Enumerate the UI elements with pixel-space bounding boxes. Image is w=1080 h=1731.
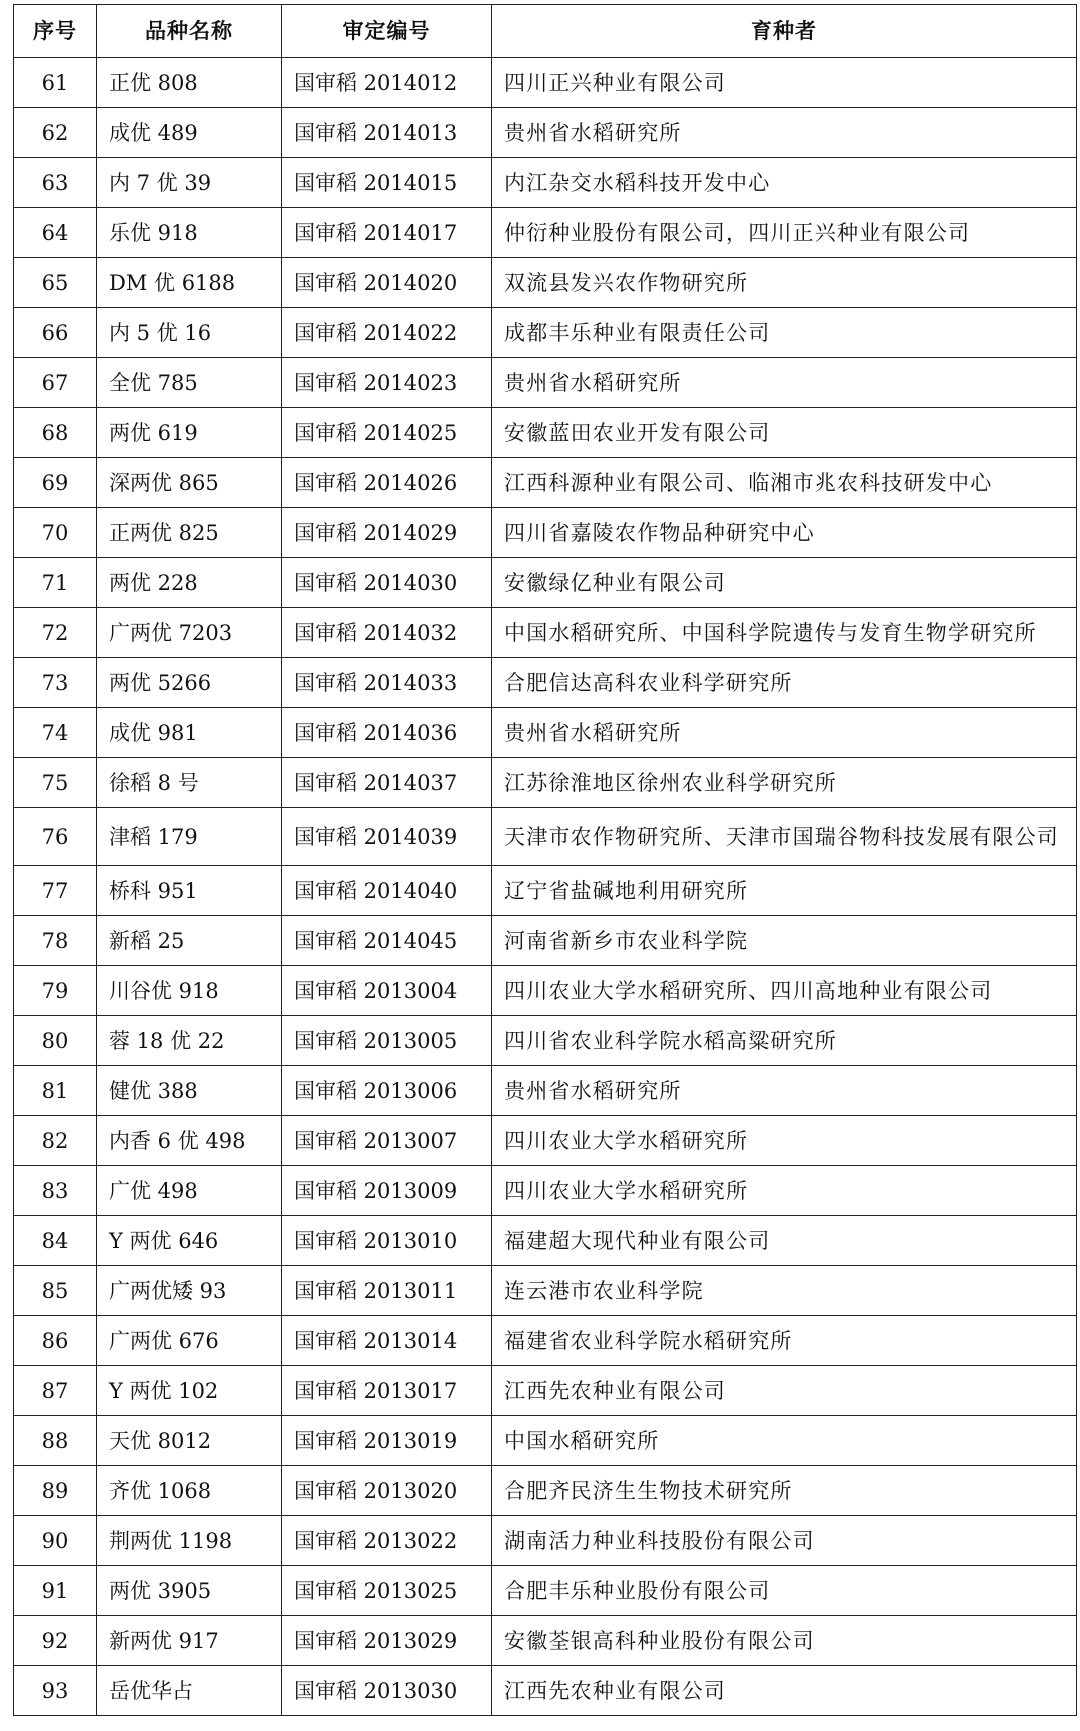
table-row xyxy=(14,208,1077,258)
cell-variety-name: 齐优 1068 xyxy=(97,1466,282,1516)
cell-serial-no: 65 xyxy=(14,258,97,308)
table-header-row xyxy=(14,5,1077,58)
cell-approval-code: 国审稻 2014039 xyxy=(282,808,492,866)
cell-approval-code: 国审稻 2014037 xyxy=(282,758,492,808)
cell-breeder: 四川省农业科学院水稻高粱研究所 xyxy=(492,1016,1077,1066)
cell-approval-code: 国审稻 2013014 xyxy=(282,1316,492,1366)
table-row xyxy=(14,1066,1077,1116)
cell-serial-no: 66 xyxy=(14,308,97,358)
cell-approval-code: 国审稻 2013030 xyxy=(282,1666,492,1716)
cell-variety-name: 两优 619 xyxy=(97,408,282,458)
cell-breeder: 安徽蓝田农业开发有限公司 xyxy=(492,408,1077,458)
cell-serial-no: 75 xyxy=(14,758,97,808)
cell-approval-code: 国审稻 2013017 xyxy=(282,1366,492,1416)
table-row xyxy=(14,1216,1077,1266)
cell-serial-no: 89 xyxy=(14,1466,97,1516)
cell-variety-name: 徐稻 8 号 xyxy=(97,758,282,808)
cell-approval-code: 国审稻 2014033 xyxy=(282,658,492,708)
cell-breeder: 贵州省水稻研究所 xyxy=(492,708,1077,758)
table-row xyxy=(14,658,1077,708)
cell-breeder: 双流县发兴农作物研究所 xyxy=(492,258,1077,308)
cell-approval-code: 国审稻 2014023 xyxy=(282,358,492,408)
cell-serial-no: 70 xyxy=(14,508,97,558)
cell-approval-code: 国审稻 2013022 xyxy=(282,1516,492,1566)
table-row xyxy=(14,1366,1077,1416)
cell-variety-name: 正两优 825 xyxy=(97,508,282,558)
cell-approval-code: 国审稻 2014025 xyxy=(282,408,492,458)
cell-serial-no: 61 xyxy=(14,58,97,108)
cell-approval-code: 国审稻 2014015 xyxy=(282,158,492,208)
cell-serial-no: 77 xyxy=(14,866,97,916)
cell-approval-code: 国审稻 2014045 xyxy=(282,916,492,966)
table-row xyxy=(14,108,1077,158)
table-row xyxy=(14,1666,1077,1716)
cell-serial-no: 84 xyxy=(14,1216,97,1266)
header-approval-code: 审定编号 xyxy=(282,5,492,58)
cell-serial-no: 69 xyxy=(14,458,97,508)
cell-approval-code: 国审稻 2014029 xyxy=(282,508,492,558)
cell-breeder: 仲衍种业股份有限公司，四川正兴种业有限公司 xyxy=(492,208,1077,258)
header-breeder: 育种者 xyxy=(492,5,1077,58)
table-row xyxy=(14,1466,1077,1516)
cell-serial-no: 88 xyxy=(14,1416,97,1466)
cell-variety-name: 广两优 676 xyxy=(97,1316,282,1366)
cell-variety-name: Y 两优 646 xyxy=(97,1216,282,1266)
table-row xyxy=(14,1516,1077,1566)
cell-serial-no: 74 xyxy=(14,708,97,758)
cell-approval-code: 国审稻 2013009 xyxy=(282,1166,492,1216)
cell-breeder: 中国水稻研究所、中国科学院遗传与发育生物学研究所 xyxy=(492,608,1077,658)
cell-variety-name: 广两优矮 93 xyxy=(97,1266,282,1316)
variety-table xyxy=(13,4,1077,1716)
cell-serial-no: 62 xyxy=(14,108,97,158)
cell-approval-code: 国审稻 2014032 xyxy=(282,608,492,658)
cell-breeder: 成都丰乐种业有限责任公司 xyxy=(492,308,1077,358)
cell-serial-no: 72 xyxy=(14,608,97,658)
cell-variety-name: 两优 228 xyxy=(97,558,282,608)
cell-variety-name: 全优 785 xyxy=(97,358,282,408)
cell-approval-code: 国审稻 2014020 xyxy=(282,258,492,308)
cell-approval-code: 国审稻 2013010 xyxy=(282,1216,492,1266)
table-row xyxy=(14,708,1077,758)
cell-approval-code: 国审稻 2014026 xyxy=(282,458,492,508)
table-row xyxy=(14,58,1077,108)
cell-variety-name: 健优 388 xyxy=(97,1066,282,1116)
cell-variety-name: 蓉 18 优 22 xyxy=(97,1016,282,1066)
cell-approval-code: 国审稻 2014017 xyxy=(282,208,492,258)
cell-variety-name: 川谷优 918 xyxy=(97,966,282,1016)
cell-breeder: 安徽绿亿种业有限公司 xyxy=(492,558,1077,608)
cell-serial-no: 68 xyxy=(14,408,97,458)
cell-serial-no: 92 xyxy=(14,1616,97,1666)
cell-serial-no: 90 xyxy=(14,1516,97,1566)
table-row xyxy=(14,758,1077,808)
cell-variety-name: 岳优华占 xyxy=(97,1666,282,1716)
cell-serial-no: 81 xyxy=(14,1066,97,1116)
cell-approval-code: 国审稻 2013005 xyxy=(282,1016,492,1066)
cell-approval-code: 国审稻 2014012 xyxy=(282,58,492,108)
cell-serial-no: 63 xyxy=(14,158,97,208)
cell-breeder: 四川农业大学水稻研究所 xyxy=(492,1116,1077,1166)
cell-variety-name: 新两优 917 xyxy=(97,1616,282,1666)
table-row xyxy=(14,508,1077,558)
table-row xyxy=(14,158,1077,208)
cell-breeder: 江西科源种业有限公司、临湘市兆农科技研发中心 xyxy=(492,458,1077,508)
table-row xyxy=(14,1616,1077,1666)
header-serial-no: 序号 xyxy=(14,5,97,58)
cell-variety-name: 内香 6 优 498 xyxy=(97,1116,282,1166)
cell-approval-code: 国审稻 2013020 xyxy=(282,1466,492,1516)
table-row xyxy=(14,966,1077,1016)
cell-serial-no: 78 xyxy=(14,916,97,966)
cell-breeder: 四川省嘉陵农作物品种研究中心 xyxy=(492,508,1077,558)
cell-variety-name: 内 7 优 39 xyxy=(97,158,282,208)
table-row xyxy=(14,258,1077,308)
cell-serial-no: 91 xyxy=(14,1566,97,1616)
table-body xyxy=(14,58,1077,1716)
cell-variety-name: 天优 8012 xyxy=(97,1416,282,1466)
table-row xyxy=(14,808,1077,866)
table-row xyxy=(14,916,1077,966)
cell-approval-code: 国审稻 2013025 xyxy=(282,1566,492,1616)
cell-serial-no: 82 xyxy=(14,1116,97,1166)
cell-breeder: 江西先农种业有限公司 xyxy=(492,1666,1077,1716)
header-variety-name: 品种名称 xyxy=(97,5,282,58)
cell-approval-code: 国审稻 2014040 xyxy=(282,866,492,916)
cell-serial-no: 87 xyxy=(14,1366,97,1416)
cell-variety-name: 正优 808 xyxy=(97,58,282,108)
cell-breeder: 合肥丰乐种业股份有限公司 xyxy=(492,1566,1077,1616)
cell-breeder: 福建省农业科学院水稻研究所 xyxy=(492,1316,1077,1366)
cell-variety-name: 荆两优 1198 xyxy=(97,1516,282,1566)
cell-variety-name: DM 优 6188 xyxy=(97,258,282,308)
cell-breeder: 福建超大现代种业有限公司 xyxy=(492,1216,1077,1266)
cell-serial-no: 73 xyxy=(14,658,97,708)
cell-variety-name: Y 两优 102 xyxy=(97,1366,282,1416)
cell-breeder: 湖南活力种业科技股份有限公司 xyxy=(492,1516,1077,1566)
table-row xyxy=(14,1166,1077,1216)
cell-breeder: 安徽荃银高科种业股份有限公司 xyxy=(492,1616,1077,1666)
cell-approval-code: 国审稻 2013004 xyxy=(282,966,492,1016)
cell-serial-no: 71 xyxy=(14,558,97,608)
table-row xyxy=(14,1016,1077,1066)
cell-variety-name: 深两优 865 xyxy=(97,458,282,508)
cell-breeder: 江苏徐淮地区徐州农业科学研究所 xyxy=(492,758,1077,808)
table-row xyxy=(14,458,1077,508)
cell-variety-name: 成优 489 xyxy=(97,108,282,158)
table-row xyxy=(14,1116,1077,1166)
cell-variety-name: 广优 498 xyxy=(97,1166,282,1216)
cell-serial-no: 83 xyxy=(14,1166,97,1216)
cell-serial-no: 79 xyxy=(14,966,97,1016)
cell-breeder: 辽宁省盐碱地利用研究所 xyxy=(492,866,1077,916)
cell-breeder: 河南省新乡市农业科学院 xyxy=(492,916,1077,966)
cell-breeder: 四川正兴种业有限公司 xyxy=(492,58,1077,108)
cell-approval-code: 国审稻 2013011 xyxy=(282,1266,492,1316)
cell-variety-name: 津稻 179 xyxy=(97,808,282,866)
cell-approval-code: 国审稻 2013019 xyxy=(282,1416,492,1466)
cell-approval-code: 国审稻 2014036 xyxy=(282,708,492,758)
cell-breeder: 江西先农种业有限公司 xyxy=(492,1366,1077,1416)
table-row xyxy=(14,1566,1077,1616)
cell-serial-no: 64 xyxy=(14,208,97,258)
cell-variety-name: 新稻 25 xyxy=(97,916,282,966)
cell-approval-code: 国审稻 2013006 xyxy=(282,1066,492,1116)
cell-variety-name: 广两优 7203 xyxy=(97,608,282,658)
cell-approval-code: 国审稻 2013029 xyxy=(282,1616,492,1666)
cell-serial-no: 93 xyxy=(14,1666,97,1716)
cell-variety-name: 成优 981 xyxy=(97,708,282,758)
table-row xyxy=(14,1316,1077,1366)
cell-breeder: 贵州省水稻研究所 xyxy=(492,1066,1077,1116)
cell-approval-code: 国审稻 2014022 xyxy=(282,308,492,358)
cell-breeder: 内江杂交水稻科技开发中心 xyxy=(492,158,1077,208)
cell-approval-code: 国审稻 2014030 xyxy=(282,558,492,608)
cell-serial-no: 85 xyxy=(14,1266,97,1316)
cell-breeder: 合肥齐民济生生物技术研究所 xyxy=(492,1466,1077,1516)
table-row xyxy=(14,1416,1077,1466)
cell-breeder: 天津市农作物研究所、天津市国瑞谷物科技发展有限公司 xyxy=(492,808,1077,866)
table-row xyxy=(14,1266,1077,1316)
cell-breeder: 贵州省水稻研究所 xyxy=(492,358,1077,408)
cell-variety-name: 内 5 优 16 xyxy=(97,308,282,358)
cell-serial-no: 86 xyxy=(14,1316,97,1366)
cell-breeder: 中国水稻研究所 xyxy=(492,1416,1077,1466)
table-row xyxy=(14,408,1077,458)
cell-variety-name: 两优 3905 xyxy=(97,1566,282,1616)
cell-serial-no: 67 xyxy=(14,358,97,408)
cell-breeder: 四川农业大学水稻研究所、四川高地种业有限公司 xyxy=(492,966,1077,1016)
cell-approval-code: 国审稻 2014013 xyxy=(282,108,492,158)
table-row xyxy=(14,308,1077,358)
cell-serial-no: 76 xyxy=(14,808,97,866)
cell-breeder: 连云港市农业科学院 xyxy=(492,1266,1077,1316)
cell-breeder: 合肥信达高科农业科学研究所 xyxy=(492,658,1077,708)
table-row xyxy=(14,608,1077,658)
table-row xyxy=(14,866,1077,916)
cell-breeder: 四川农业大学水稻研究所 xyxy=(492,1166,1077,1216)
cell-variety-name: 乐优 918 xyxy=(97,208,282,258)
cell-variety-name: 两优 5266 xyxy=(97,658,282,708)
cell-breeder: 贵州省水稻研究所 xyxy=(492,108,1077,158)
cell-serial-no: 80 xyxy=(14,1016,97,1066)
cell-variety-name: 桥科 951 xyxy=(97,866,282,916)
cell-approval-code: 国审稻 2013007 xyxy=(282,1116,492,1166)
table-row xyxy=(14,358,1077,408)
table-row xyxy=(14,558,1077,608)
